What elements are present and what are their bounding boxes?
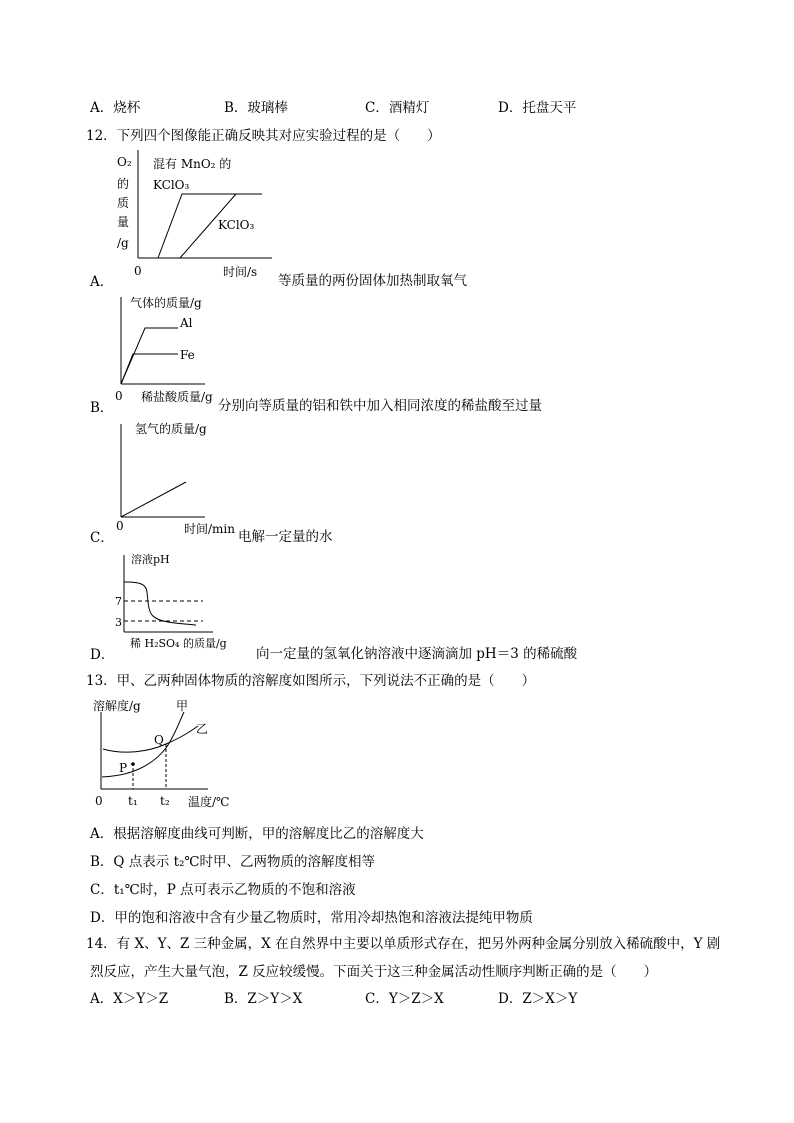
q13-option-a: A．根据溶解度曲线可判断，甲的溶解度比乙的溶解度大 <box>90 826 424 842</box>
q11-option-c: C．酒精灯 <box>365 100 430 116</box>
graph-a-legend-top-1: 混有 MnO₂ 的 <box>153 157 232 171</box>
q13-ylabel: 溶解度/g <box>93 699 141 713</box>
graph-a-ylabel-4: /g <box>117 236 129 250</box>
q12-option-c-desc: 电解一定量的水 <box>238 529 333 545</box>
q13-label-p: P <box>119 761 128 775</box>
q12-stem: 12．下列四个图像能正确反映其对应实验过程的是（ ） <box>86 128 441 144</box>
graph-a-ylabel-3: 量 <box>117 215 130 229</box>
q13-xlabel: 温度/℃ <box>188 795 230 809</box>
q12-option-b-desc: 分别向等质量的铝和铁中加入相同浓度的稀盐酸至过量 <box>218 398 542 414</box>
q13-origin: 0 <box>95 794 103 808</box>
graph-a-ylabel-2: 质 <box>117 196 130 210</box>
graph-a-legend-top-2: KClO₃ <box>153 178 190 192</box>
q13-label-jia: 甲 <box>176 699 189 713</box>
graph-c-xlabel: 时间/min <box>184 522 235 536</box>
graph-b-origin: 0 <box>115 389 123 403</box>
graph-d-tick-3: 3 <box>115 616 122 629</box>
graph-d-xlabel: 稀 H₂SO₄ 的质量/g <box>130 637 227 650</box>
q12-option-b-letter: B． <box>90 400 114 416</box>
q11-option-d: D．托盘天平 <box>498 100 577 116</box>
q13-t1: t₁ <box>128 794 138 808</box>
q13-option-d: D．甲的饱和溶液中含有少量乙物质时，常用冷却热饱和溶液法提纯甲物质 <box>90 910 533 926</box>
q14-option-a: A．X＞Y＞Z <box>90 991 169 1007</box>
graph-b-xlabel: 稀盐酸质量/g <box>141 390 213 404</box>
q13-stem: 13．甲、乙两种固体物质的溶解度如图所示，下列说法不正确的是（ ） <box>86 673 536 689</box>
q14-option-b: B．Z＞Y＞X <box>224 991 303 1007</box>
graph-b-series-fe: Fe <box>180 348 195 362</box>
graph-a-xlabel: 时间/s <box>223 265 258 279</box>
graph-a-ylabel-0: O₂ <box>117 155 132 169</box>
q12-option-a-letter: A． <box>90 274 114 290</box>
q14-stem-line1: 14．有 X、Y、Z 三种金属，X 在自然界中主要以单质形式存在，把另外两种金属分别放入稀硫酸中，Y 剧 <box>86 936 721 952</box>
q11-option-a: A．烧杯 <box>90 100 141 116</box>
q13-point-p <box>131 762 135 766</box>
q13-curve-yi <box>103 726 198 752</box>
q11-option-b: B．玻璃棒 <box>224 100 288 116</box>
q14-option-d: D．Z＞X＞Y <box>498 991 578 1007</box>
q13-option-b: B．Q 点表示 t₂℃时甲、乙两物质的溶解度相等 <box>90 854 376 870</box>
graph-c-origin: 0 <box>116 519 124 533</box>
graph-a-ylabel-1: 的 <box>117 177 130 191</box>
q13-label-yi: 乙 <box>196 722 209 736</box>
graph-b-ylabel: 气体的质量/g <box>130 296 202 310</box>
q12-option-c-letter: C． <box>90 530 114 546</box>
graph-d-ylabel: 溶液pH <box>131 553 170 566</box>
q12-option-d-letter: D． <box>90 647 115 663</box>
graph-b-series-al: Al <box>180 316 193 330</box>
q13-option-c: C．t₁℃时，P 点可表示乙物质的不饱和溶液 <box>90 882 356 898</box>
q12-option-a-desc: 等质量的两份固体加热制取氧气 <box>278 273 467 289</box>
q13-t2: t₂ <box>160 794 170 808</box>
graph-a-legend-bottom: KClO₃ <box>218 218 255 232</box>
q14-stem-line2: 烈反应，产生大量气泡，Z 反应较缓慢。下面关于这三种金属活动性顺序判断正确的是（ ） <box>90 964 658 980</box>
q13-label-q: Q <box>154 733 164 747</box>
q12-option-d-desc: 向一定量的氢氧化钠溶液中逐滴滴加 pH＝3 的稀硫酸 <box>256 646 578 662</box>
graph-c-ylabel: 氢气的质量/g <box>135 422 207 436</box>
q13-curve-jia <box>102 712 184 777</box>
graph-d-tick-7: 7 <box>115 595 122 608</box>
q14-option-c: C．Y＞Z＞X <box>365 991 444 1007</box>
graph-a-origin: 0 <box>134 264 142 278</box>
